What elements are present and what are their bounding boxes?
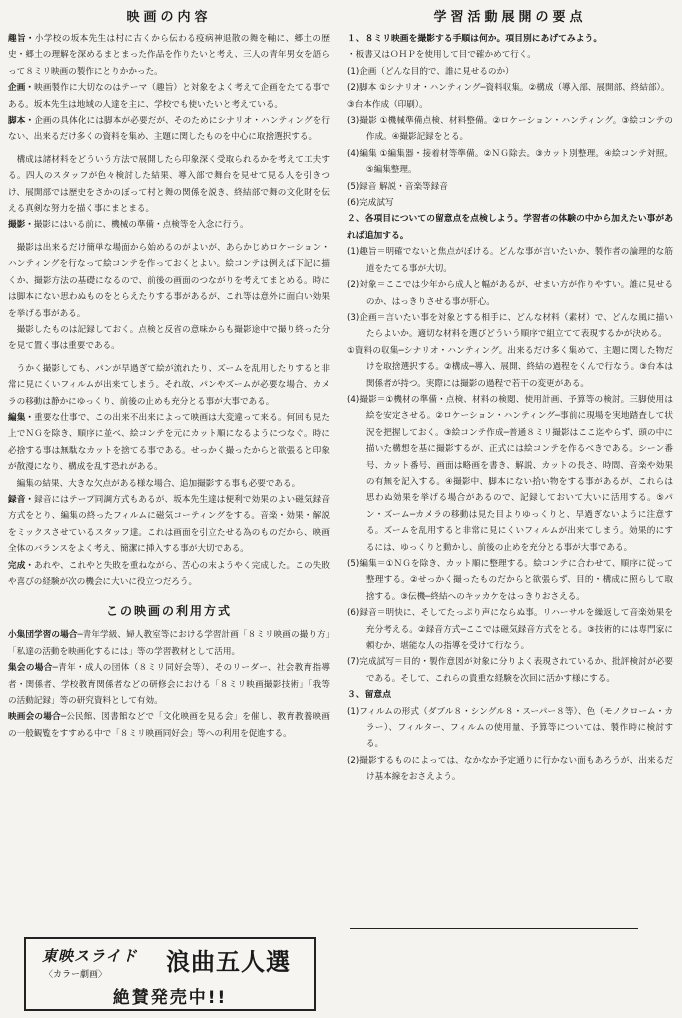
list-item: (2)脚本 ①シナリオ・ハンティング─資料収集。②構成（導入部、展開部、終結部）。	[347, 83, 670, 94]
usage-small-group: 小集団学習の場合─青年学級、婦人教室等における学習計画「８ミリ映画の撮り方」「私達の活動を映画化するには」等の学習教材として活用。	[8, 630, 330, 657]
ad-subtitle: 〈カラー劇画〉	[44, 970, 108, 980]
list-item: (4)編集 ①編集器・接着材等準備。②ＮＧ除去。③カット別整理。④絵コンテ対照。⑤編集整理。	[347, 148, 673, 176]
advertisement-box	[24, 937, 316, 1011]
column-divider-line	[350, 928, 638, 929]
paragraph-editing-extra: 編集の結果、大きな欠点がある様な場合、追加撮影する事も必要である。	[16, 478, 301, 489]
list-item: (1)フィルムの形式（ダブル８・シングル８・スーパー８等）、色（モノクローム・カラー）、フィルター、フィルムの使用量、予算等については、製作時に検討する。	[347, 706, 673, 750]
list-item: ③台本作成（印刷）。	[347, 99, 428, 110]
list-item: (2)撮影するものによっては、なかなか予定通りに行かない面もあろうが、出来るだけ基本線をおさえよう。	[347, 755, 673, 783]
list-item: (1)趣旨＝明確でないと焦点がぼける。どんな事が言いたいか、製作者の論理的な筋道をたてる事が大切。	[347, 247, 673, 274]
list-item: (3)企画＝言いたい事を対象とする相手に、どんな材料（素材）で、どんな風に描いたらよいか。適切な材料を選びどういう順序で組立てて表現するかが決める。	[347, 312, 673, 340]
list-item: (7)完成試写＝目的・製作意図が対象に分りよく表現されているか、批評検討が必要である。そして、これらの貴重な経験を次回に活かす様にする。	[347, 657, 673, 684]
list-item: (5)録音 解説・音楽等録音	[347, 181, 448, 192]
left-column	[8, 0, 330, 742]
section-title: １、８ミリ映画を撮影する手順は何か。項目別にあげてみよう。	[347, 34, 603, 44]
list-item: (6)録音＝明快に、そしてたっぷり声にならぬ事。リハーサルを繰返して音楽効果を充分考える。②録音方式─ここでは磁気録音方式をとる。③技術的には専門家に頼むか、堪能な人の指導を受けて行なう。	[347, 608, 673, 652]
ad-title: 浪曲五人選	[166, 947, 291, 976]
list-item: (6)完成試写	[347, 198, 394, 209]
paragraph-shooting-record: 撮影したものは記録しておく。点検と反省の意味からも撮影途中で撮り終った分を見て置く事は重要である。	[8, 324, 330, 352]
section-title: ２、各項目についての留意点を点検しよう。学習者の体験の中から加えたい事があれば追加する。	[347, 214, 673, 241]
list-item: (3)撮影 ①機械準備点検、材料整備。②ロケーション・ハンティング。③絵コンテの作成。④撮影記録をとる。	[347, 116, 673, 143]
paragraph-structure: 構成は諸材料をどういう方法で展開したら印象深く受取られるかを考えて工夫する。四人のスタッフが色々検討した結果、導入部で舞台を見せて見る人を引きつけ、展開部では歴史をさかのぼって村と舞の関係を説き、終結部で舞の文化財を伝える真剣な努力を描く事にまとまる。	[8, 154, 330, 215]
paragraph-script: 脚本・企画の具体化には脚本が必要だが、そのためにシナリオ・ハンティングを行ない、出来るだけ多くの資料を集め、主題に関したものを中心に取捨選択する。	[8, 116, 330, 143]
paragraph-shooting-tips: 撮影は出来るだけ簡単な場面から始めるのがよいが、あらかじめロケーション・ハンティングを行なって絵コンテを作っておくとよい。絵コンテは例えば下記に描くか、撮影方法の基礎になるので、前後の画面のつながりを考えてまとめる。時には脚本にない思わぬものをとらえたりする事があるが、これ等は意外に面白い効果を挙げる事がある。	[8, 242, 330, 319]
film-content-heading: 映画の内容	[126, 10, 212, 25]
learning-points-heading: 学習活動展開の要点	[433, 10, 587, 25]
paragraph-planning: 企画・映画製作に大切なのはテーマ（趣旨）と対象をよく考えて企画をたてる事である。坂本先生は地域の人達を主に、学校でも使いたいと考えている。	[8, 83, 330, 110]
usage-meeting: 集会の場合─青年・成人の団体（８ミリ同好会等）、そのリーダー、社会教育指導者・関係者、学校教育関係者などの研修会における「８ミリ映画撮影技術」「我等の活動記録」等の研究資料として有効。	[8, 663, 330, 707]
list-item: ①資料の収集─シナリオ・ハンティング。出来るだけ多く集めて、主題に関した物だけを取捨選択する。②構成─導入、展開、終結の過程をくんで行なう。③台本は関係者が持つ。実際には撮影の過程で若干の変更がある。	[347, 345, 673, 389]
list-item: ・板書又はＯＨＰを使用して目で確かめて行く。	[347, 50, 536, 61]
list-item: (4)撮影＝①機材の準備・点検、材料の検閲、使用計画、予算等の検討。三脚使用は絵を安定させる。②ロケーション・ハンティング─事前に現場を実地踏査して状況を把握しておく。③絵コンテ作成─普通８ミリ撮影はここ迄やらず、頭の中に描いた構想を基に撮影するが、正式には絵コンテを作るべきである。シーン番号、カット番号、画面は略画を書き、解説、カットの長さ、時間、音楽や効果の有無を記入する。④撮影中、脚本にない拾い物をする事があるが、これらは思わぬ効果を挙げる場合があるので、記録しておいて大いに活用する。⑤パン・ズーム─カメラの移動は見た目よりゆっくりと、早過ぎないように注意する。ズームを乱用すると非常に見にくいフィルムが出来てしまう。効果的にするには、ゆっくりと動かし、前後の止めを充分とる事が大事である。	[347, 394, 673, 553]
paragraph-recording: 録音・録音にはテープ同調方式もあるが、坂本先生達は便利で効果のよい磁気録音方式をとり、編集の終ったフィルムに磁気コーティングをする。音楽・効果・解説をミックスさせているスタッフ達。これは画面を引立たせる為のものだから、映画全体のバランスをよく考え、簡潔に挿入する事が大切である。	[8, 494, 330, 555]
list-item: (2)対象＝ここでは少年から成人と幅があるが、せまい方が作りやすい。誰に見せるのか、はっきりさせる事が肝心。	[347, 280, 673, 307]
usage-screening: 映画会の場合─公民館、図書館などで「文化映画を見る会」を催し、教育教養映画の一般観覧をすすめる中で「８ミリ映画同好会」等への利用を促進する。	[8, 712, 330, 739]
film-content-body	[8, 31, 330, 590]
usage-heading: この映画の利用方式	[105, 604, 232, 619]
paragraph-purpose: 趣旨・小学校の坂本先生は村に古くから伝わる疫病神退散の舞を軸に、郷土の歴史・郷土の理解を深めるまとまった作品を作りたいと考え、三人の青年男女を語らって８ミリ映画の製作にとりかかった。	[8, 34, 330, 77]
learning-points-list	[347, 31, 673, 786]
paragraph-completion: 完成・あれや、これやと失敗を重ねながら、苦心の末ようやく完成した。この失敗や喜びの経験が次の機会に大いに役立つだろう。	[8, 560, 330, 587]
list-item: (5)編集＝①ＮＧを除き、カット順に整理する。絵コンテに合わせて、順序に従って整理する。②せっかく撮ったものだからと欲張らず、目的・構成に照らして取捨する。③伝機─終結へのキッカケをはっきりおさえる。	[347, 559, 673, 602]
ad-slogan: 絶賛発売中!!	[112, 988, 228, 1008]
ad-brand: 東映スライド	[42, 947, 138, 965]
paragraph-shooting: 撮影・撮影にはいる前に、機械の準備・点検等を入念に行う。	[8, 220, 249, 231]
section-title: ３、留意点	[347, 690, 391, 701]
paragraph-editing: 編集・重要な仕事で、この出来不出来によって映画は大変違って来る。何回も見た上でＮＧを除き、順序に並べ、絵コンテを元にカット順になるようにつなぐ。時に必捨する事は無駄なカットを捨てる事である。せっかく撮ったからと欲張ると印象が散漫になり、構成を乱す恐れがある。	[8, 412, 330, 473]
right-column	[347, 0, 673, 786]
list-item: (1)企画（どんな目的で、誰に見せるのか）	[347, 66, 514, 77]
paragraph-pan-zoom: うかく撮影しても、パンが早過ぎて絵が流れたり、ズームを乱用したりすると非常に見にくいフィルムが出来てしまう。それ故、パンやズームが必要な場合、カメラの移動は静かにゆっくり、前後の止めも充分とる事が大事である。	[8, 363, 330, 407]
